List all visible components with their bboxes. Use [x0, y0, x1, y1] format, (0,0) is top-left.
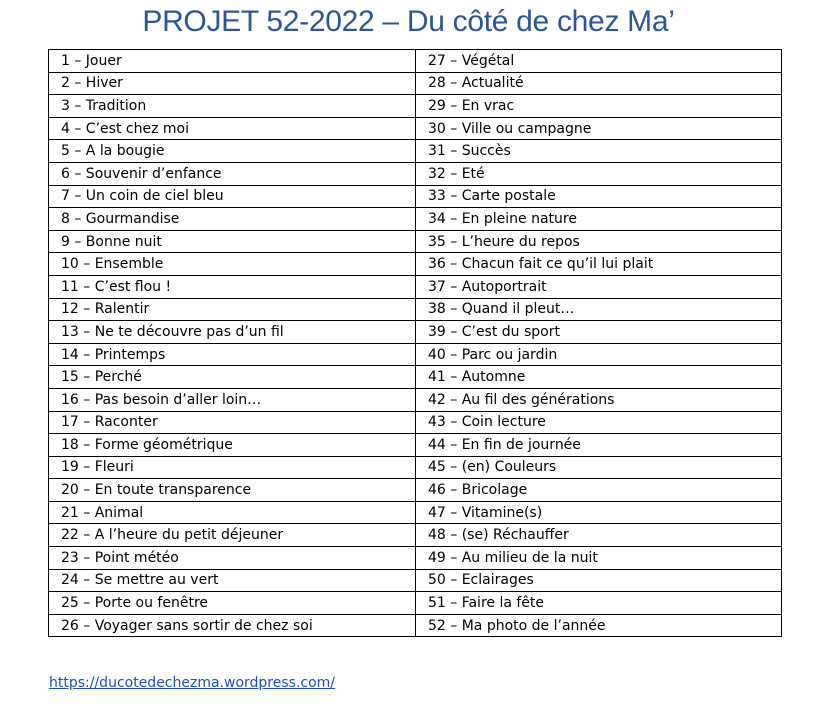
- theme-cell: 21 – Animal: [49, 501, 416, 524]
- table-row: [49, 275, 782, 298]
- table-row: [49, 501, 782, 524]
- table-row: [49, 95, 782, 118]
- theme-cell: 27 – Végétal: [416, 50, 782, 73]
- theme-cell: 9 – Bonne nuit: [49, 230, 416, 253]
- table-row: [49, 208, 782, 231]
- table-row: [49, 569, 782, 592]
- table-row: [49, 479, 782, 502]
- theme-cell: 40 – Parc ou jardin: [416, 343, 782, 366]
- theme-cell: 16 – Pas besoin d’aller loin…: [49, 388, 416, 411]
- table-row: [49, 411, 782, 434]
- theme-cell: 51 – Faire la fête: [416, 592, 782, 615]
- table-row: [49, 253, 782, 276]
- table-row: [49, 50, 782, 73]
- theme-cell: 1 – Jouer: [49, 50, 416, 73]
- theme-cell: 41 – Automne: [416, 366, 782, 389]
- blog-link[interactable]: https://ducotedechezma.wordpress.com/: [49, 675, 336, 691]
- theme-cell: 7 – Un coin de ciel bleu: [49, 185, 416, 208]
- table-row: [49, 524, 782, 547]
- theme-cell: 28 – Actualité: [416, 72, 782, 95]
- theme-cell: 18 – Forme géométrique: [49, 434, 416, 457]
- table-row: [49, 547, 782, 570]
- table-row: [49, 343, 782, 366]
- theme-cell: 15 – Perché: [49, 366, 416, 389]
- theme-cell: 30 – Ville ou campagne: [416, 117, 782, 140]
- page-title: PROJET 52-2022 – Du côté de chez Ma’: [142, 5, 675, 38]
- theme-cell: 38 – Quand il pleut…: [416, 298, 782, 321]
- table-row: [49, 366, 782, 389]
- theme-cell: 44 – En fin de journée: [416, 434, 782, 457]
- theme-cell: 20 – En toute transparence: [49, 479, 416, 502]
- theme-cell: 25 – Porte ou fenêtre: [49, 592, 416, 615]
- table-row: [49, 298, 782, 321]
- theme-cell: 17 – Raconter: [49, 411, 416, 434]
- theme-cell: 23 – Point météo: [49, 547, 416, 570]
- theme-cell: 14 – Printemps: [49, 343, 416, 366]
- theme-cell: 46 – Bricolage: [416, 479, 782, 502]
- theme-cell: 31 – Succès: [416, 140, 782, 163]
- theme-cell: 42 – Au fil des générations: [416, 388, 782, 411]
- theme-cell: 19 – Fleuri: [49, 456, 416, 479]
- table-row: [49, 72, 782, 95]
- table-row: [49, 162, 782, 185]
- theme-cell: 37 – Autoportrait: [416, 275, 782, 298]
- theme-cell: 29 – En vrac: [416, 95, 782, 118]
- theme-cell: 11 – C’est flou !: [49, 275, 416, 298]
- table-row: [49, 117, 782, 140]
- theme-cell: 39 – C’est du sport: [416, 321, 782, 344]
- table-row: [49, 230, 782, 253]
- table-row: [49, 456, 782, 479]
- theme-cell: 5 – A la bougie: [49, 140, 416, 163]
- theme-cell: 22 – A l’heure du petit déjeuner: [49, 524, 416, 547]
- theme-cell: 32 – Eté: [416, 162, 782, 185]
- theme-cell: 10 – Ensemble: [49, 253, 416, 276]
- table-row: [49, 140, 782, 163]
- table-row: [49, 321, 782, 344]
- theme-cell: 4 – C’est chez moi: [49, 117, 416, 140]
- themes-table: [48, 49, 782, 637]
- theme-cell: 12 – Ralentir: [49, 298, 416, 321]
- table-row: [49, 185, 782, 208]
- table-row: [49, 388, 782, 411]
- theme-cell: 34 – En pleine nature: [416, 208, 782, 231]
- theme-cell: 43 – Coin lecture: [416, 411, 782, 434]
- theme-cell: 52 – Ma photo de l’année: [416, 614, 782, 637]
- theme-cell: 3 – Tradition: [49, 95, 416, 118]
- theme-cell: 8 – Gourmandise: [49, 208, 416, 231]
- theme-cell: 50 – Eclairages: [416, 569, 782, 592]
- theme-cell: 33 – Carte postale: [416, 185, 782, 208]
- table-row: [49, 614, 782, 637]
- theme-cell: 36 – Chacun fait ce qu’il lui plait: [416, 253, 782, 276]
- themes-table-body: [49, 50, 782, 637]
- theme-cell: 26 – Voyager sans sortir de chez soi: [49, 614, 416, 637]
- theme-cell: 24 – Se mettre au vert: [49, 569, 416, 592]
- theme-cell: 35 – L’heure du repos: [416, 230, 782, 253]
- theme-cell: 47 – Vitamine(s): [416, 501, 782, 524]
- table-row: [49, 592, 782, 615]
- theme-cell: 45 – (en) Couleurs: [416, 456, 782, 479]
- theme-cell: 48 – (se) Réchauffer: [416, 524, 782, 547]
- table-row: [49, 434, 782, 457]
- theme-cell: 13 – Ne te découvre pas d’un fil: [49, 321, 416, 344]
- theme-cell: 6 – Souvenir d’enfance: [49, 162, 416, 185]
- theme-cell: 49 – Au milieu de la nuit: [416, 547, 782, 570]
- theme-cell: 2 – Hiver: [49, 72, 416, 95]
